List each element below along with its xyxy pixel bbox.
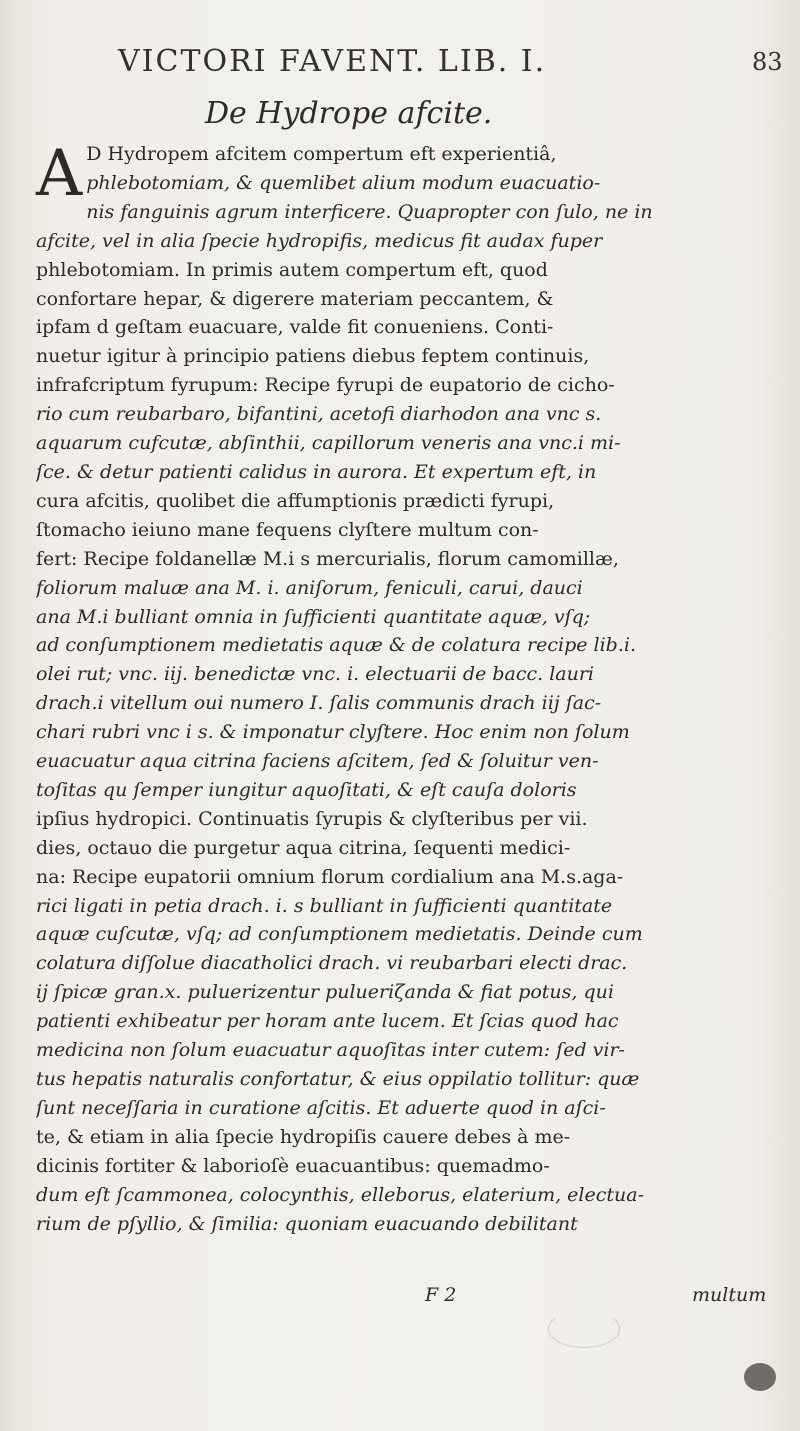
text-line: ſtomacho ieiuno mane fequens clyſtere multum con- [36, 518, 539, 541]
text-line: cura afcitis, quolibet die affumptionis prædicti fyrupi, [36, 489, 555, 512]
running-head: VICTORI FAVENT. LIB. I. [118, 44, 547, 79]
text-line: confortare hepar, & digerere materiam peccantem, & [36, 287, 554, 310]
text-line: ſce. & detur patienti calidus in aurora. Et expertum eft, in [36, 460, 597, 483]
text-line: patienti exhibeatur per horam ante lucem. Et ſcias quod hac [36, 1010, 619, 1033]
text-line: rici ligati in petia drach. i. s bulliant in ſufficienti quantitate [36, 894, 613, 917]
text-line: infrafcriptum fyrupum: Recipe fyrupi de eupatorio de cicho- [36, 374, 615, 397]
text-line: nis fanguinis agrum interficere. Quapropter con ſulo, ne in [86, 200, 653, 223]
text-line: euacuatur aqua citrina faciens aſcitem, ſed & ſoluitur ven- [36, 750, 599, 773]
text-line: ana M.i bulliant omnia in ſufficienti quantitate aquæ, vſq; [36, 605, 591, 628]
text-line: D Hydropem afcitem compertum eft experientiâ, [86, 143, 557, 165]
text-line: ſunt neceſſaria in curatione aſcitis. Et aduerte quod in aſci- [36, 1096, 606, 1119]
text-line: phlebotomiam. In primis autem compertum eft, quod [36, 258, 548, 281]
text-line: ipſius hydropici. Continuatis ſyrupis & clyſteribus per vii. [36, 807, 588, 830]
body-text [36, 137, 766, 1238]
text-line: afcite, vel in alia ſpecie hydropifis, medicus fit audax fuper [36, 229, 603, 252]
page-footer [0, 1284, 800, 1314]
text-line: fert: Recipe foldanellæ M.i s mercurialis, florum camomillæ, [36, 547, 619, 570]
text-line: aquæ cuſcutæ, vſq; ad conſumptionem medietatis. Deinde cum [36, 923, 643, 946]
section-title: De Hydrope afcite. [205, 96, 493, 131]
text-line: nuetur igitur à principio patiens diebus feptem continuis, [36, 345, 590, 368]
library-stamp-icon [744, 1363, 776, 1391]
text-line: tus hepatis naturalis confortatur, & eius oppilatio tollitur: quæ [36, 1068, 640, 1090]
text-line: te, & etiam in alia ſpecie hydropiſis cauere debes à me- [36, 1125, 571, 1148]
signature-mark: F 2 [425, 1284, 457, 1306]
catchword: multum [692, 1284, 767, 1306]
text-line: dies, octauo die purgetur aqua citrina, ſequenti medici- [36, 836, 571, 859]
text-line: dum eſt ſcammonea, colocynthis, elleborus, elaterium, electua- [36, 1183, 644, 1206]
text-line: ipfam d geſtam euacuare, valde fit conueniens. Conti- [36, 316, 554, 339]
text-line: na: Recipe eupatorii omnium florum cordialium ana M.s.aga- [36, 865, 624, 888]
text-line: ij ſpicæ gran.x. puluerizentur pulueriζanda & fiat potus, qui [36, 981, 614, 1004]
text-line: drach.i vitellum oui numero I. ſalis communis drach iij ſac- [36, 692, 602, 715]
text-line: phlebotomiam, & quemlibet alium modum euacuatio- [86, 171, 601, 194]
text-line: foliorum maluæ ana M. i. aniſorum, feniculi, carui, dauci [36, 576, 583, 599]
text-line: olei rut; vnc. iij. benedictæ vnc. i. electuarii de bacc. lauri [36, 663, 595, 686]
drop-cap: A [36, 137, 83, 211]
text-line: rium de pſyllio, & ſimilia: quoniam euacuando debilitant [36, 1212, 578, 1235]
text-line: medicina non ſolum euacuatur aquoſitas inter cutem: ſed vir- [36, 1039, 625, 1062]
text-line: aquarum cufcutæ, abſinthii, capillorum veneris ana vnc.i mi- [36, 432, 621, 455]
text-line: toſitas qu ſemper iungitur aquoſitati, & eſt cauſa doloris [36, 778, 577, 801]
text-line: dicinis fortiter & laborioſè euacuantibus: quemadmo- [36, 1154, 550, 1177]
text-line: ad conſumptionem medietatis aquæ & de colatura recipe lib.i. [36, 634, 636, 657]
text-line: rio cum reubarbaro, bifantini, acetofi diarhodon ana vnc s. [36, 403, 602, 426]
page-number: 83 [752, 48, 783, 76]
paper-crease [548, 1310, 620, 1348]
text-line: chari rubri vnc i s. & imponatur clyſtere. Hoc enim non ſolum [36, 721, 630, 744]
text-line: colatura diſſolue diacatholici drach. vi reubarbari electi drac. [36, 952, 628, 975]
